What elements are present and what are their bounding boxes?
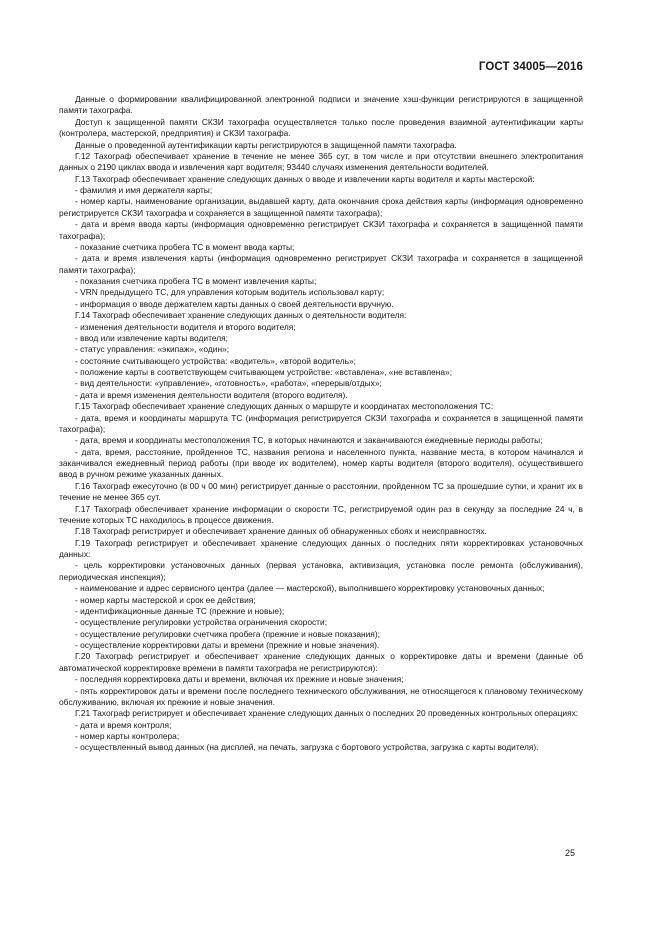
list-item: - ввод или извлечение карты водителя; — [75, 332, 228, 343]
clause-g19: Г.19 Тахограф регистрирует и обеспечивает хранение следующих данных о последних пяти корректировках установочных данных: — [59, 537, 583, 559]
list-item: - дата и время изменения деятельности водителя (второго водителя). — [75, 389, 348, 400]
clause-g21: Г.21 Тахограф регистрирует и обеспечивает хранение следующих данных о последних 20 проведенных контрольных операциях: — [75, 708, 579, 719]
list-item: - состояние считывающего устройства: «водитель», «второй водитель»; — [75, 355, 356, 366]
list-item: - показание счетчика пробега ТС в момент ввода карты; — [75, 241, 295, 252]
list-item: - осуществление регулировки счетчика пробега (прежние и новые показания); — [75, 628, 380, 639]
list-item: - осуществление регулировки устройства ограничения скорости; — [75, 617, 328, 628]
list-item: - VRN предыдущего ТС, для управления которым водитель использовал карту; — [75, 287, 385, 298]
clause-g17: Г.17 Тахограф обеспечивает хранение информации о скорости ТС, регистрируемой один раз в секунду за последние 24 ч, в течение которых ТС находилось в процессе движения. — [59, 503, 583, 525]
list-item: - идентификационные данные ТС (прежние и новые); — [75, 605, 285, 616]
list-item: - номер карты мастерской и срок ее действия; — [75, 594, 256, 605]
clause-g12: Г.12 Тахограф обеспечивает хранение в течение не менее 365 сут, в том числе и при отсутствии внешнего электропитания данных о 2190 циклах ввода и извлечения карт водителя; 93440 случаях изменения деятельности водителей. — [59, 150, 583, 173]
list-item: - статус управления: «экипаж», «один»; — [75, 344, 230, 355]
paragraph: Данные о формировании квалифицированной электронной подписи и значение хэш-функции регистрируются в защищенной памяти тахографа. — [59, 94, 583, 116]
list-item: - пять корректировок даты и времени после последнего технического обслуживания, не относящегося к плановому техническому обслуживанию, включая их прежние и новые значения. — [59, 685, 583, 707]
list-item: - осуществление корректировки даты и времени (прежние и новые значения). — [75, 640, 380, 650]
list-item: - вид деятельности: «управление», «готовность», «работа», «перерыв/отдых»; — [75, 378, 382, 389]
list-item: - осуществленный вывод данных (на дисплей, на печать, загрузка с бортового устройства, загрузка с карты водителя). — [75, 742, 539, 753]
paragraph: Доступ к защищенной памяти СКЗИ тахографа осуществляется только после проведения взаимной аутентификации карты (контролера, мастерской, предприятия) и СКЗИ тахографа. — [59, 116, 583, 139]
document-body — [59, 94, 583, 754]
list-item: - дата, время и координаты местоположения ТС, в которых начинаются и заканчиваются ежедневные периоды работы; — [75, 435, 543, 446]
clause-g15: Г.15 Тахограф обеспечивает хранение следующих данных о маршруте и координатах местоположения ТС: — [75, 401, 494, 412]
standard-header: ГОСТ 34005—2016 — [478, 61, 583, 73]
list-item: - последняя корректировка даты и времени, включая их прежние и новые значения; — [75, 674, 404, 685]
page-number: 25 — [564, 848, 575, 858]
list-item: - информация о вводе держателем карты данных о своей деятельности вручную. — [75, 298, 394, 309]
clause-g14: Г.14 Тахограф обеспечивает хранение следующих данных о деятельности водителя: — [75, 310, 407, 321]
list-item: - изменения деятельности водителя и второго водителя; — [75, 321, 296, 332]
list-item: - наименование и адрес сервисного центра (далее — мастерской), выполнившего корректировку установочных данных; — [75, 583, 545, 594]
list-item: - дата, время, расстояние, пройденное ТС, названия региона и населенного пункта, название места, в котором начинался и заканчивался ежедневный период работы (при вводе их водителем), номер карты водителя (второго водителя), осуществившего ввод в ручном режиме указанных данных. — [59, 446, 583, 480]
list-item: - дата и время извлечения карты (информация одновременно регистрирует СКЗИ тахографа и сохраняется в защищенной памяти тахографа); — [59, 253, 583, 275]
list-item: - цель корректировки установочных данных (первая установка, активизация, установка после ремонта (обслуживания), периодическая инспекция); — [59, 560, 583, 582]
list-item: - фамилия и имя держателя карты; — [75, 185, 213, 195]
list-item: - дата и время контроля; — [75, 719, 172, 730]
list-item: - номер карты, наименование организации, выдавшей карту, дата окончания срока действия карты (информация одновременно регистрируется СКЗИ тахографа и сохраняется в защищенной памяти тахографа); — [59, 196, 583, 218]
list-item: - номер карты контролера; — [75, 731, 180, 741]
clause-g18: Г.18 Тахограф регистрирует и обеспечивает хранение данных об обнаруженных сбоях и неисправностях. — [75, 526, 487, 537]
clause-g20: Г.20 Тахограф регистрирует и обеспечивает хранение следующих данных о корректировке даты и времени (данные об автоматической корректировке времени в памяти тахографа не регистрируются): — [59, 651, 583, 673]
list-item: - дата, время и координаты маршрута ТС (информация регистрируется СКЗИ тахографа и сохраняется в защищенной памяти тахографа); — [59, 412, 583, 434]
list-item: - положение карты в соответствующем считывающем устройстве: «вставлена», «не вставлена»; — [75, 367, 453, 377]
clause-g16: Г.16 Тахограф ежесуточно (в 00 ч 00 мин) регистрирует данные о расстоянии, пройденном ТС за прошедшие сутки, и хранит их в течение не менее 365 сут. — [59, 480, 583, 503]
paragraph: Данные о проведенной аутентификации карты регистрируются в защищенной памяти тахографа. — [75, 139, 457, 150]
clause-g13: Г.13 Тахограф обеспечивает хранение следующих данных о вводе и извлечении карты водителя и карты мастерской: — [75, 173, 535, 184]
list-item: - показания счетчика пробега ТС в момент извлечения карты; — [75, 276, 317, 286]
list-item: - дата и время ввода карты (информация одновременно регистрирует СКЗИ тахографа и сохраняется в защищенной памяти тахографа); — [59, 219, 583, 241]
